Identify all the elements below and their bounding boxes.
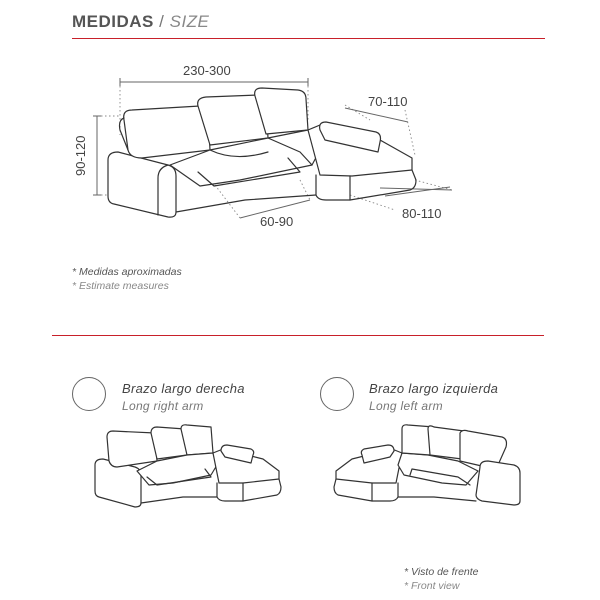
- sofa-dimension-diagram: [0, 0, 600, 260]
- dim-chaise-width: 70-110: [368, 94, 408, 109]
- sofa-left-arm-thumbnail[interactable]: [330, 425, 530, 515]
- section-divider: [52, 335, 544, 336]
- dim-width: 230-300: [183, 63, 231, 78]
- radio-long-left-arm[interactable]: [320, 377, 354, 411]
- option-left-label-en: Long left arm: [369, 399, 443, 413]
- note-approx-es: * Medidas aproximadas: [72, 266, 182, 278]
- option-right-label-en: Long right arm: [122, 399, 204, 413]
- option-left-label-es: Brazo largo izquierda: [369, 381, 499, 396]
- title-en: SIZE: [169, 12, 210, 31]
- dim-chaise-length: 80-110: [402, 206, 442, 221]
- title-separator: /: [159, 12, 165, 31]
- dim-seat-depth: 60-90: [260, 214, 294, 229]
- sofa-right-arm-thumbnail[interactable]: [93, 425, 293, 515]
- title-es: MEDIDAS: [72, 12, 154, 31]
- option-right-label-es: Brazo largo derecha: [122, 381, 245, 396]
- dim-height: 90-120: [73, 135, 88, 176]
- radio-long-right-arm[interactable]: [72, 377, 106, 411]
- note-approx-en: * Estimate measures: [72, 280, 169, 292]
- note-front-view-en: * Front view: [404, 580, 460, 592]
- note-front-view-es: * Visto de frente: [404, 566, 479, 578]
